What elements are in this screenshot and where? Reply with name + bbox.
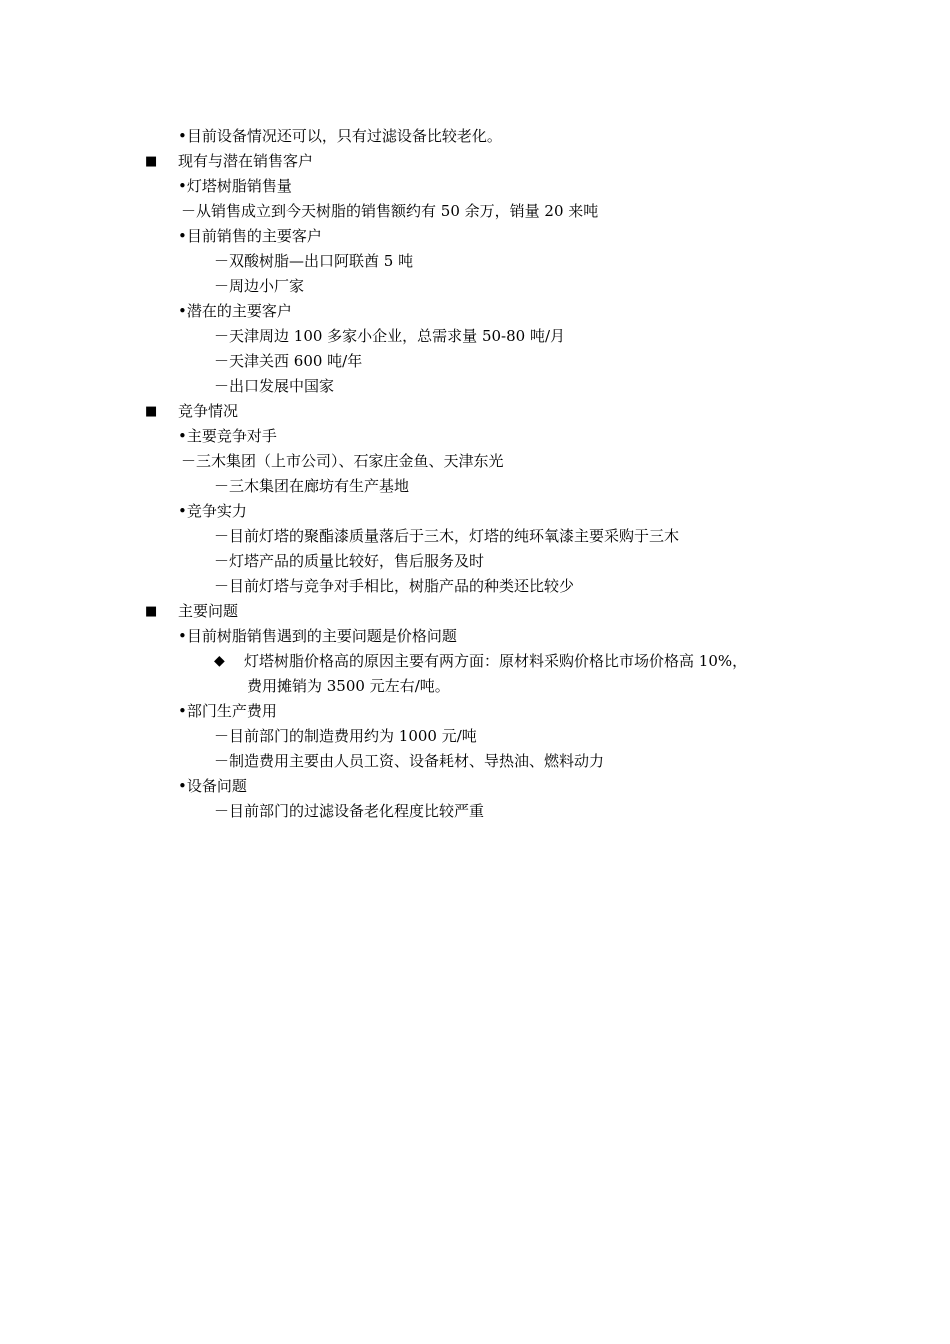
item-text: 目前部门的过滤设备老化程度比较严重 [229, 802, 485, 820]
item-text: 竞争实力 [186, 502, 247, 520]
section-heading [0, 399, 950, 424]
bullet-item [178, 124, 502, 149]
item-text: 目前销售的主要客户 [186, 227, 322, 245]
item-text: 设备问题 [186, 777, 247, 795]
item-text: 天津周边 100 多家小企业，总需求量 50-80 吨/月 [229, 327, 566, 345]
bullet-marker: • [178, 502, 187, 520]
dash-line [0, 474, 950, 499]
square-bullet-icon: ■ [145, 154, 158, 169]
item-text: 天津关西 600 吨/年 [229, 352, 363, 370]
section-title: 现有与潜在销售客户 [178, 152, 314, 170]
dash-marker: － [214, 552, 230, 570]
bullet-marker: • [178, 702, 187, 720]
diamond-line [0, 649, 950, 674]
dash-marker: － [181, 452, 197, 470]
bullet-line [0, 499, 950, 524]
item-text: 周边小厂家 [229, 277, 305, 295]
bullet-line [0, 174, 950, 199]
bullet-item [178, 699, 277, 724]
dash-item [214, 249, 413, 274]
item-text: 目前设备情况还可以，只有过滤设备比较老化。 [186, 127, 502, 145]
bullet-item [178, 499, 247, 524]
dash-line [0, 449, 950, 474]
bullet-marker: • [178, 177, 187, 195]
bullet-item [178, 174, 292, 199]
bullet-marker: • [178, 227, 187, 245]
dash-marker: － [214, 802, 230, 820]
bullet-line [0, 224, 950, 249]
dash-marker: － [214, 752, 230, 770]
item-text: 主要竞争对手 [186, 427, 277, 445]
dash-line [0, 324, 950, 349]
dash-line [0, 249, 950, 274]
dash-item [214, 574, 574, 599]
dash-line [0, 574, 950, 599]
dash-marker: － [214, 377, 230, 395]
item-text: 目前灯塔的聚酯漆质量落后于三木，灯塔的纯环氧漆主要采购于三木 [229, 527, 680, 545]
item-text: 灯塔树脂价格高的原因主要有两方面：原材料采购价格比市场价格高 10%， [244, 652, 748, 670]
dash-marker: － [214, 577, 230, 595]
bullet-item [178, 774, 247, 799]
dash-line [0, 549, 950, 574]
dash-marker: － [214, 252, 230, 270]
bullet-item [178, 424, 277, 449]
dash-line [0, 724, 950, 749]
dash-item [214, 324, 565, 349]
item-text-continued: 费用摊销为 3500 元左右/吨。 [247, 677, 450, 695]
dash-line [0, 524, 950, 549]
section-title: 竞争情况 [178, 402, 239, 420]
outline-content [0, 124, 950, 824]
item-text: 制造费用主要由人员工资、设备耗材、导热油、燃料动力 [229, 752, 605, 770]
bullet-line [0, 424, 950, 449]
bullet-item [178, 224, 322, 249]
dash-item [214, 274, 304, 299]
dash-item [214, 549, 484, 574]
dash-line [0, 749, 950, 774]
dash-line [0, 274, 950, 299]
item-text: 三木集团在廊坊有生产基地 [229, 477, 410, 495]
dash-item [214, 724, 477, 749]
item-text: 目前部门的制造费用约为 1000 元/吨 [229, 727, 477, 745]
dash-marker: － [214, 277, 230, 295]
bullet-marker: • [178, 127, 187, 145]
item-text: 灯塔产品的质量比较好，售后服务及时 [229, 552, 485, 570]
dash-marker: － [214, 352, 230, 370]
dash-line [0, 374, 950, 399]
item-text: 从销售成立到今天树脂的销售额约有 50 余万，销量 20 来吨 [196, 202, 599, 220]
dash-marker: － [214, 727, 230, 745]
dash-item [181, 199, 598, 224]
item-text: 目前灯塔与竞争对手相比，树脂产品的种类还比较少 [229, 577, 575, 595]
bullet-marker: • [178, 777, 187, 795]
dash-line [0, 349, 950, 374]
item-text: 出口发展中国家 [229, 377, 335, 395]
item-text: 部门生产费用 [186, 702, 277, 720]
item-text: 潜在的主要客户 [186, 302, 292, 320]
dash-line [0, 799, 950, 824]
dash-marker: － [214, 327, 230, 345]
dash-marker: － [214, 527, 230, 545]
section-heading [0, 599, 950, 624]
dash-marker: － [214, 477, 230, 495]
dash-item [214, 374, 334, 399]
section-heading [0, 149, 950, 174]
square-bullet-icon: ■ [145, 404, 158, 419]
section-title: 主要问题 [178, 602, 239, 620]
bullet-line [0, 624, 950, 649]
dash-item [214, 749, 604, 774]
bullet-line [0, 124, 950, 149]
bullet-marker: • [178, 427, 187, 445]
diamond-line-continued [0, 674, 950, 699]
bullet-item [178, 624, 457, 649]
item-text: 目前树脂销售遇到的主要问题是价格问题 [186, 627, 457, 645]
item-text: 灯塔树脂销售量 [186, 177, 292, 195]
square-bullet-icon: ■ [145, 604, 158, 619]
dash-line [0, 199, 950, 224]
bullet-marker: • [178, 627, 187, 645]
item-text: 三木集团（上市公司）、石家庄金鱼、天津东光 [196, 452, 504, 470]
bullet-line [0, 299, 950, 324]
bullet-marker: • [178, 302, 187, 320]
bullet-line [0, 699, 950, 724]
bullet-item [178, 299, 292, 324]
dash-item [181, 449, 504, 474]
dash-marker: － [181, 202, 197, 220]
item-text: 双酸树脂—出口阿联酋 5 吨 [229, 252, 414, 270]
dash-item [214, 349, 362, 374]
dash-item [214, 524, 679, 549]
dash-item [214, 474, 409, 499]
diamond-bullet-icon: ◆ [214, 653, 225, 669]
bullet-line [0, 774, 950, 799]
dash-item [214, 799, 484, 824]
